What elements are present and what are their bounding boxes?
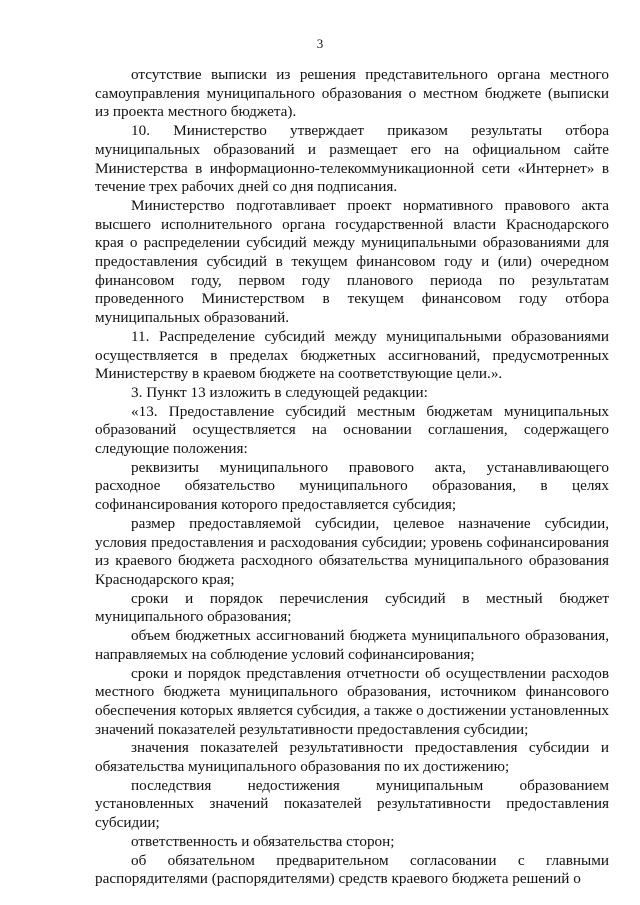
paragraph: ответственность и обязательства сторон; [131,832,395,850]
paragraph: сроки и порядок перечисления субсидий в местный бюджет муниципального образования; [95,589,609,626]
paragraph: отсутствие выписки из решения представительного органа местного самоуправления муниципального образования о местном бюджете (выписки из проекта местного бюджета). [95,66,609,121]
paragraph: объем бюджетных ассигнований бюджета муниципального образования, направляемых на соблюдение условий софинансирования; [95,627,609,663]
paragraph: 10. Министерство утверждает приказом результаты отбора муниципальных образований и размещает его на официальном сайте Министерства в информационно-телекоммуникационной сети «Интернет» в течение трех рабочих дней со дня подписания. [95,122,609,196]
paragraph: реквизиты муниципального правового акта, устанавливающего расходное обязательство муниципального образования, в целях софинансирования которого предоставляется субсидия; [95,458,609,514]
paragraph: «13. Предоставление субсидий местным бюджетам муниципальных образований осуществляется на основании соглашения, содержащего следующие положения: [95,402,609,458]
paragraph: размер предоставляемой субсидии, целевое назначение субсидии, условия предоставления и расходования субсидии; уровень софинансирования из краевого бюджета расходного обязательства муниципального образования Краснодарского края; [95,514,609,588]
paragraph: сроки и порядок представления отчетности об осуществлении расходов местного бюджета муниципального образования, источником финансового обеспечения которых является субсидия, а также о достижении установленных значений показателей результативности предоставления субсидии; [95,664,609,738]
paragraph: последствия недостижения муниципальным образованием установленных значений показателей результативности предоставления субсидии; [95,776,609,832]
paragraph: 3. Пункт 13 изложить в следующей редакции: [131,383,428,401]
paragraph: Министерство подготавливает проект нормативного правового акта высшего исполнительного органа государственной власти Краснодарского края о распределении субсидий между муниципальными образованиями для предоставления субсидий в текущем финансовом году и (или) очередном финансовом году, первом году планового периода по результатам проведенного Министерством в текущем финансовом году отбора муниципальных образований. [95,196,609,327]
paragraph: 11. Распределение субсидий между муниципальными образованиями осуществляется в пределах бюджетных ассигнований, предусмотренных Министерству в краевом бюджете на соответствующие цели.». [95,327,609,383]
document-body [95,66,609,889]
paragraph: значения показателей результативности предоставления субсидии и обязательства муниципального образования по их достижению; [95,739,609,776]
paragraph: об обязательном предварительном согласовании с главными распорядителями (распорядителями) средств краевого бюджета решений о [95,851,609,888]
page-number: 3 [316,36,324,51]
